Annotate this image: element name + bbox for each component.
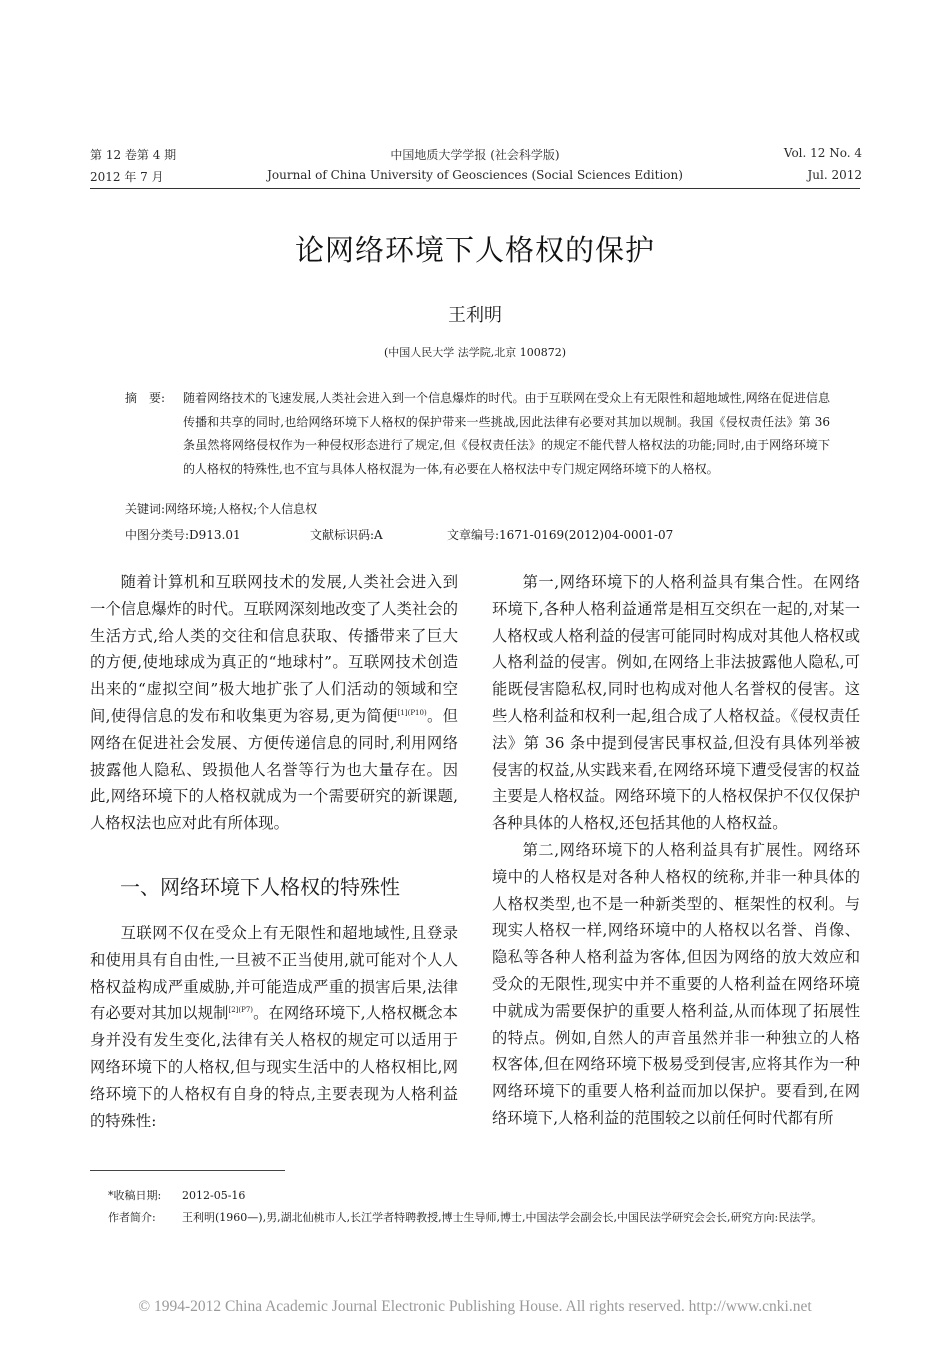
section-heading: 一、网络环境下人格权的特殊性 [120, 875, 400, 899]
abstract-text: 随着网络技术的飞速发展,人类社会进入到一个信息爆炸的时代。由于互联网在受众上有无限性和超地域性,网络在促进信息传播和共享的同时,也给网络环境下人格权的保护带来一些挑战,因此法律有必要对其加以规制。我国《侵权责任法》第 36 条虽然将网络侵权作为一种侵权形态进行了规定,但《侵权责任法》的规定不能代替人格权法的功能;同时,由于网络环境下的人格权的特殊性,也不宜与具体人格权混为一体,有必要在人格权法中专门规定网络环境下的人格权。 [183, 391, 830, 476]
clc-number: 中图分类号:D913.01 [125, 528, 241, 542]
section-paragraph [90, 920, 458, 1134]
citation-1: [1](P10) [397, 708, 427, 717]
header-date-cn: 2012 年 7 月 [90, 170, 164, 184]
article-number: 文章编号:1671-0169(2012)04-0001-07 [447, 528, 674, 542]
right-paragraph-1: 第一,网络环境下的人格利益具有集合性。在网络环境下,各种人格利益通常是相互交织在一起的,对某一人格权或人格利益的侵害可能同时构成对其他人格权或人格利益的侵害。例如,在网络上非法披露他人隐私,可能既侵害隐私权,同时也构成对他人名誉权的侵害。这些人格利益和权利一起,组合成了人格权益。《侵权责任法》第 36 条中提到侵害民事权益,但没有具体列举被侵害的权益,从实践来看,在网络环境下遭受侵害的权益主要是人格权益。网络环境下的人格权保护不仅仅保护各种具体的人格权,还包括其他的人格权益。 [492, 573, 860, 833]
abstract [125, 387, 830, 481]
copyright-notice: © 1994-2012 China Academic Journal Electronic Publishing House. All rights reserved. http://www.cnki.net [138, 1298, 812, 1315]
author-bio-label: 作者简介: [108, 1211, 156, 1224]
right-paragraph-2: 第二,网络环境下的人格利益具有扩展性。网络环境中的人格权是对各种人格权的统称,并非一种具体的人格权类型,也不是一种新类型的、框架性的权利。与现实人格权一样,网络环境中的人格权以名誉、肖像、隐私等各种人格利益为客体,但因为网络的放大效应和受众的无限性,现实中并不重要的人格利益在网络环境中就成为需要保护的重要人格利益,从而体现了拓展性的特点。例如,自然人的声音虽然并非一种独立的人格权客体,但在网络环境下极易受到侵害,应将其作为一种网络环境下的重要人格利益而加以保护。要看到,在网络环境下,人格利益的范围较之以前任何时代都有所 [492, 840, 860, 1127]
header-volume: 第 12 卷第 4 期 [90, 148, 177, 162]
header-rule [90, 188, 860, 189]
article-affiliation: (中国人民大学 法学院,北京 100872) [383, 346, 567, 359]
header-journal-en: Journal of China University of Geosciences (Social Sciences Edition) [267, 168, 683, 182]
received-label: *收稿日期: [108, 1189, 162, 1202]
header-journal-cn: 中国地质大学学报 (社会科学版) [390, 148, 560, 162]
abstract-label: 摘 要: [125, 391, 166, 405]
intro-text-b: 。但网络在促进社会发展、方便传递信息的同时,利用网络披露他人隐私、毁损他人名誉等行为也大量存在。因此,网络环境下的人格权就成为一个需要研究的新课题,人格权法也应对此有所体现。 [90, 706, 458, 833]
header-date-en: Jul. 2012 [807, 168, 862, 182]
document-code: 文献标识码:A [310, 528, 383, 542]
article-author: 王利明 [448, 305, 502, 326]
received-date: 2012-05-16 [182, 1189, 246, 1202]
section-text-b: 。在网络环境下,人格权概念本身并没有发生变化,法律有关人格权的规定可以适用于网络环境下的人格权,但与现实生活中的人格权相比,网络环境下的人格权有自身的特点,主要表现为人格利益的特殊性: [90, 1004, 458, 1130]
article-title: 论网络环境下人格权的保护 [294, 233, 655, 267]
citation-2: [2](P7) [228, 1006, 254, 1015]
left-column-section [90, 920, 458, 1134]
header-vol-en: Vol. 12 No. 4 [783, 146, 862, 160]
footnote-rule [90, 1170, 285, 1171]
left-column-intro [90, 569, 458, 837]
right-column [492, 569, 860, 1132]
intro-text-a: 随着计算机和互联网技术的发展,人类社会进入到一个信息爆炸的时代。互联网深刻地改变了人类社会的生活方式,给人类的交往和信息获取、传播带来了巨大的方便,使地球成为真正的“地球村”。互联网技术创造出来的“虚拟空间”极大地扩张了人们活动的领域和空间,使得信息的发布和收集更为容易,更为简便 [90, 573, 458, 725]
section-text-a: 互联网不仅在受众上有无限性和超地域性,且登录和使用具有自由性,一旦被不正当使用,就可能对个人人格权益构成严重威胁,并可能造成严重的损害后果,法律有必要对其加以规制 [90, 924, 458, 1023]
intro-paragraph [90, 569, 458, 837]
author-bio: 王利明(1960—),男,湖北仙桃市人,长江学者特聘教授,博士生导师,博士,中国法学会副会长,中国民法学研究会会长,研究方向:民法学。 [182, 1211, 823, 1224]
keywords: 关键词:网络环境;人格权;个人信息权 [125, 502, 318, 516]
